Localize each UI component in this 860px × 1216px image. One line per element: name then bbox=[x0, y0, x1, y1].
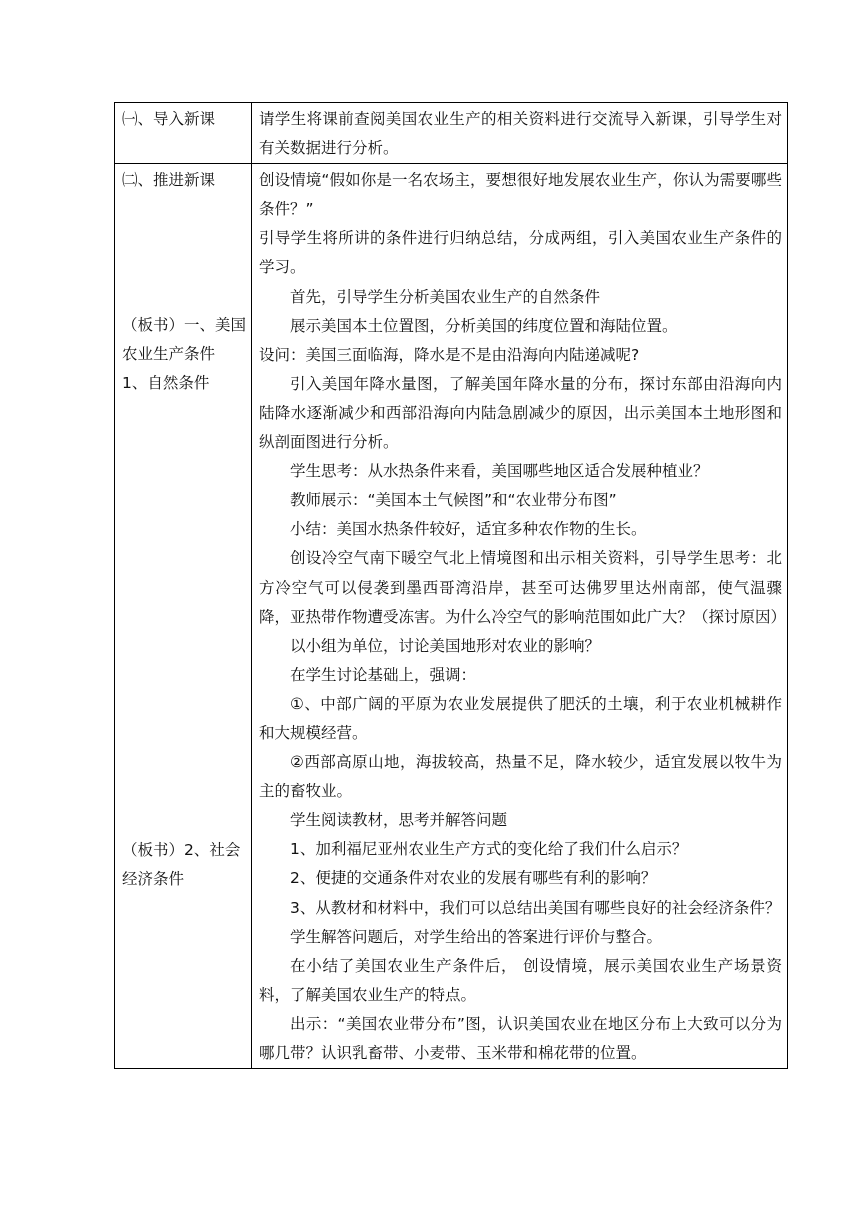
content-paragraph: 小结：美国水热条件较好，适宜多种农作物的生长。 bbox=[290, 520, 647, 539]
lesson-plan-table bbox=[114, 102, 788, 1069]
content-paragraph: 创设冷空气南下暖空气北上情境图和出示相关资料，引导学生思考：北方冷空气可以侵袭到墨西哥湾沿岸，甚至可达佛罗里达州南部，使气温骤降，亚热带作物遭受冻害。为什么冷空气的影响范围如此广大？（探讨原因） bbox=[259, 549, 787, 626]
board-note-heading: （板书）一、美国农业生产条件 bbox=[122, 316, 247, 364]
content-paragraph: 请学生将课前查阅美国农业生产的相关资料进行交流导入新课，引导学生对有关数据进行分析。 bbox=[259, 110, 782, 158]
stage-label: ㈡、推进新课 bbox=[122, 171, 216, 190]
content-paragraph: 1、加利福尼亚州农业生产方式的变化给了我们什么启示？ bbox=[290, 840, 688, 859]
content-paragraph: ①、中部广阔的平原为农业发展提供了肥沃的土壤，利于农业机械耕作和大规模经营。 bbox=[259, 694, 782, 742]
stage-label-cell bbox=[115, 103, 252, 164]
stage-content-cell bbox=[252, 103, 788, 164]
stage-label: ㈠、导入新课 bbox=[122, 110, 216, 128]
content-paragraph: 在学生讨论基础上，强调： bbox=[290, 665, 477, 684]
content-paragraph: 引导学生将所讲的条件进行归纳总结，分成两组，引入美国农业生产条件的学习。 bbox=[259, 229, 782, 277]
content-paragraph: 以小组为单位，讨论美国地形对农业的影响？ bbox=[290, 636, 601, 655]
spacer bbox=[122, 195, 246, 311]
content-paragraph: 学生思考：从水热条件来看，美国哪些地区适合发展种植业？ bbox=[290, 462, 709, 481]
content-paragraph: 创设情境“假如你是一名农场主，要想很好地发展农业生产，你认为需要哪些条件？” bbox=[259, 171, 782, 219]
content-paragraph: 展示美国本土位置图，分析美国的纬度位置和海陆位置。 bbox=[290, 316, 678, 335]
content-paragraph: 学生解答问题后，对学生给出的答案进行评价与整合。 bbox=[290, 927, 663, 946]
content-paragraph: 教师展示：“美国本土气候图”和“农业带分布图” bbox=[290, 491, 617, 510]
spacer bbox=[122, 399, 246, 836]
content-paragraph: 出示：“美国农业带分布”图，认识美国农业在地区分布上大致可以分为哪几带？认识乳畜带、小麦带、玉米带和棉花带的位置。 bbox=[259, 1014, 782, 1062]
table-row bbox=[115, 103, 788, 164]
board-note-subheading: 1、自然条件 bbox=[122, 374, 210, 393]
stage-content-cell bbox=[252, 164, 788, 1069]
content-paragraph: 引入美国年降水量图，了解美国年降水量的分布，探讨东部由沿海向内陆降水逐渐减少和西部沿海向内陆急剧减少的原因，出示美国本土地形图和纵剖面图进行分析。 bbox=[259, 374, 782, 452]
content-paragraph: ②西部高原山地，海拔较高，热量不足，降水较少，适宜发展以牧牛为主的畜牧业。 bbox=[259, 753, 782, 801]
content-paragraph: 首先，引导学生分析美国农业生产的自然条件 bbox=[290, 287, 601, 306]
content-paragraph: 在小结了美国农业生产条件后， 创设情境，展示美国农业生产场景资料，了解美国农业生产的特点。 bbox=[259, 956, 782, 1004]
content-paragraph: 设问：美国三面临海，降水是不是由沿海向内陆递减呢? bbox=[259, 345, 640, 364]
content-paragraph: 学生阅读教材，思考并解答问题 bbox=[290, 811, 508, 830]
content-paragraph: 2、便捷的交通条件对农业的发展有哪些有利的影响？ bbox=[290, 869, 657, 888]
board-note-heading: （板书）2、社会经济条件 bbox=[122, 840, 241, 888]
table-row bbox=[115, 164, 788, 1069]
stage-label-cell bbox=[115, 164, 252, 1069]
content-paragraph: 3、从教材和材料中，我们可以总结出美国有哪些良好的社会经济条件？ bbox=[290, 898, 781, 917]
